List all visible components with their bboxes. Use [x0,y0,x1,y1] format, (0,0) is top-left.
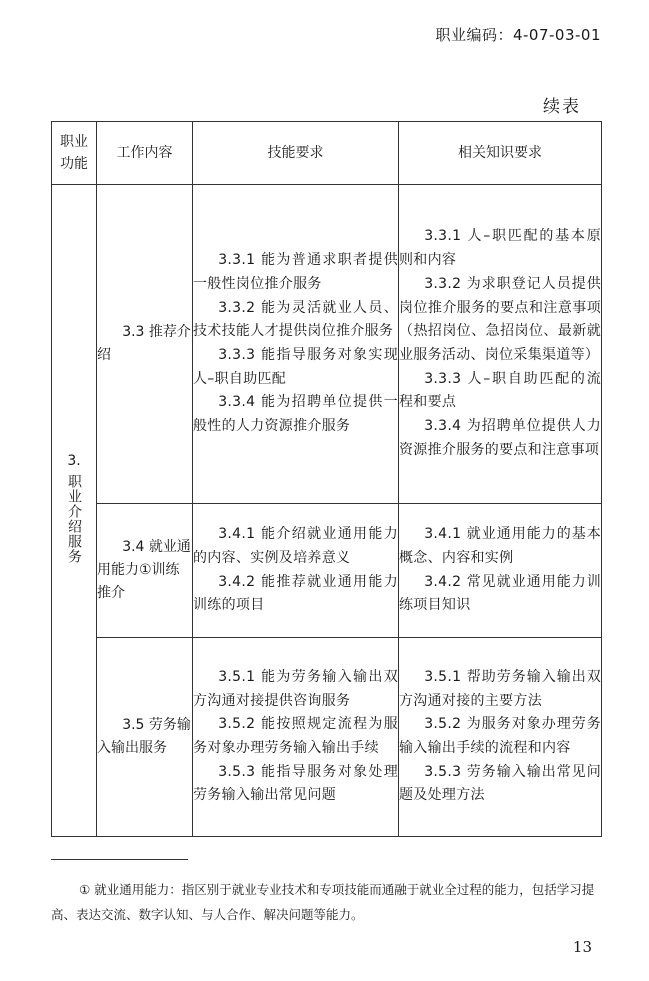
knowledge-item: 3.5.2 为服务对象办理劳务输入输出手续的流程和内容 [399,716,601,756]
skills-cell [193,185,399,504]
work-content-cell: 3.5 劳务输入输出服务 [97,638,193,837]
footnote [51,877,603,927]
knowledge-cell [399,638,602,837]
header-function: 职业功能 [52,122,97,185]
continued-label: 续表 [543,97,581,117]
skill-item: 3.3.1 能为普通求职者提供一般性岗位推介服务 [193,252,398,292]
skill-item: 3.3.2 能为灵活就业人员、技术技能人才提供岗位推介服务 [193,299,398,340]
function-number: 3. [67,453,81,469]
knowledge-item: 3.5.1 帮助劳务输入输出双方沟通对接的主要方法 [399,668,601,709]
header-skill-requirements: 技能要求 [193,122,399,185]
knowledge-item: 3.3.1 人–职匹配的基本原则和内容 [399,228,601,269]
knowledge-item: 3.3.3 人–职自助匹配的流程和要点 [399,370,601,411]
knowledge-item: 3.3.2 为求职登记人员提供岗位推介服务的要点和注意事项（热招岗位、急招岗位、最新就业服务活动、岗位采集渠道等） [399,275,601,363]
table-row [52,185,602,504]
function-cell [52,185,97,837]
knowledge-cell [399,504,602,638]
knowledge-item: 3.4.1 就业通用能力的基本概念、内容和实例 [399,526,601,566]
knowledge-cell [399,185,602,504]
skill-item: 3.5.3 能指导服务对象处理劳务输入输出常见问题 [193,763,398,804]
skills-cell [193,504,399,638]
skill-item: 3.5.2 能按照规定流程为服务对象办理劳务输入输出手续 [193,716,398,756]
skills-cell [193,638,399,837]
table-row [52,504,602,638]
knowledge-item: 3.3.4 为招聘单位提供人力资源推介服务的要点和注意事项 [399,418,601,458]
footnote-text: 就业通用能力：指区别于就业专业技术和专项技能而通融于就业全过程的能力，包括学习提高、表达交流、数字认知、与人合作、解决问题等能力。 [51,882,595,922]
skill-item: 3.4.1 能介绍就业通用能力的内容、实例及培养意义 [193,526,398,566]
page-number: 13 [572,938,592,956]
header-knowledge-requirements: 相关知识要求 [399,122,602,185]
occupation-code: 职业编码：4-07-03-01 [435,26,601,44]
knowledge-item: 3.4.2 常见就业通用能力训练项目知识 [399,573,601,614]
skill-item: 3.4.2 能推荐就业通用能力训练的项目 [193,573,398,614]
skill-item: 3.5.1 能为劳务输入输出双方沟通对接提供咨询服务 [193,668,398,709]
work-content-cell: 3.4 就业通用能力①训练推介 [97,504,193,638]
knowledge-item: 3.5.3 劳务输入输出常见问题及处理方法 [399,763,601,804]
footnote-marker: ① [79,882,91,897]
table-header-row [52,122,602,185]
function-name: 职业介绍服务 [66,474,82,564]
skill-item: 3.3.3 能指导服务对象实现人–职自助匹配 [193,347,398,387]
table-row [52,638,602,837]
header-work-content: 工作内容 [97,122,193,185]
requirements-table [51,121,602,837]
work-content-cell: 3.3 推荐介绍 [97,185,193,504]
skill-item: 3.3.4 能为招聘单位提供一般性的人力资源推介服务 [193,394,398,435]
footnote-divider [51,859,188,860]
